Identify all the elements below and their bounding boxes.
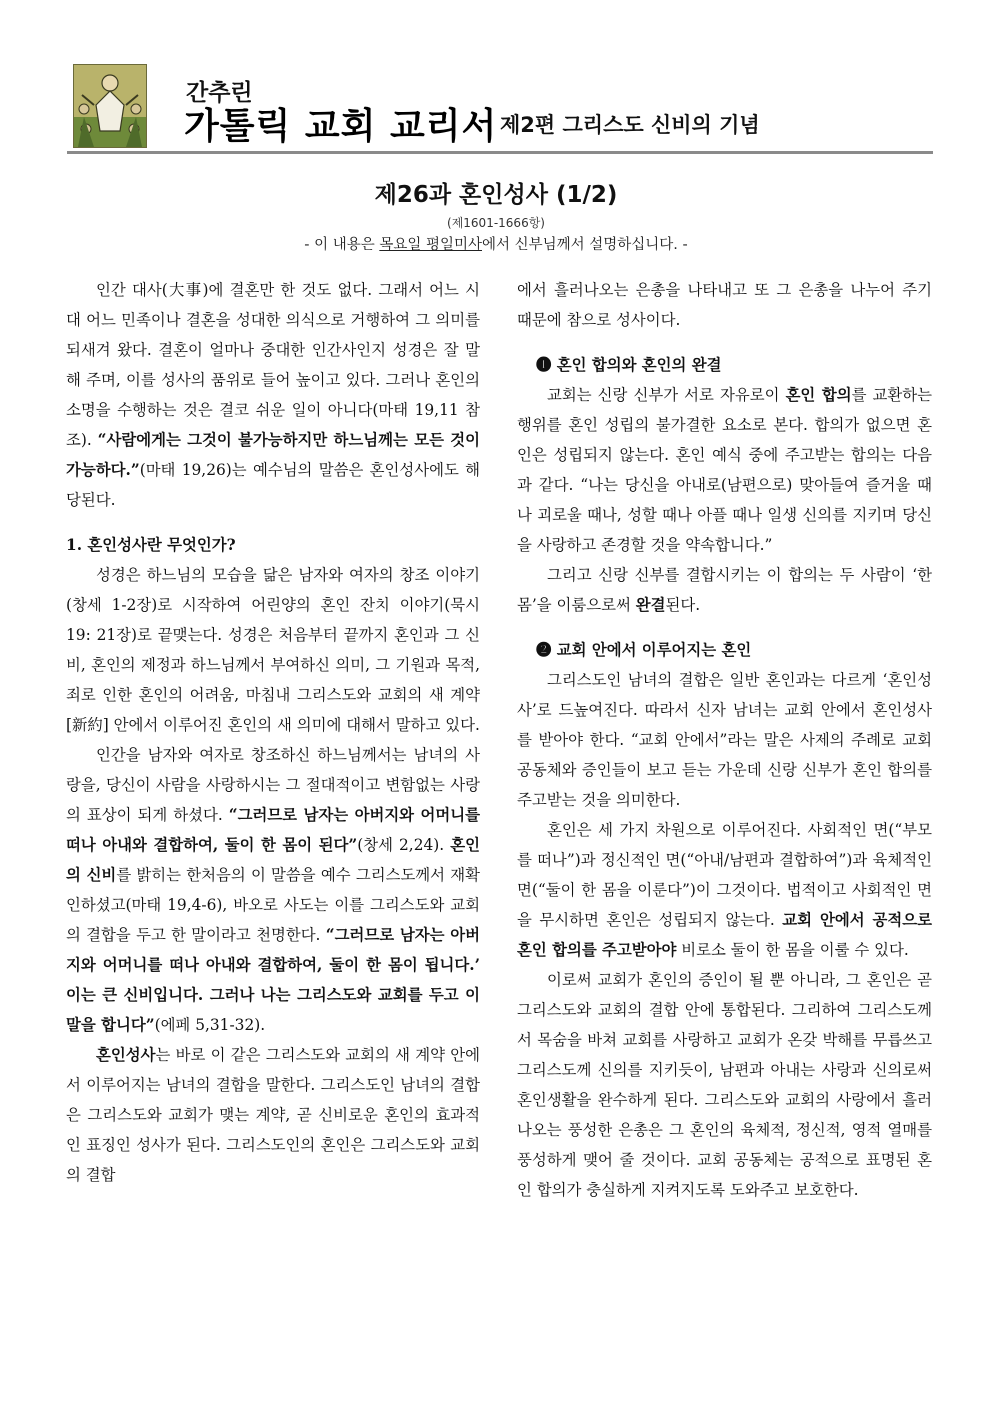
bold-term: 완결 bbox=[635, 596, 666, 614]
text-run: 혼인은 세 가지 차원으로 이루어진다. 사회적인 면(“부모를 떠나”)과 정신적인 면(“아내/남편과 결합하여”)과 육체적인 면(“둘이 한 몸을 이룬다”)이 그것이다. 법적이고 사회적인 면을 무시하면 혼인은 성립되지 않는다. bbox=[517, 821, 932, 929]
text-run: 교회는 신랑 신부가 서로 자유로이 bbox=[547, 386, 786, 404]
paragraph bbox=[517, 560, 932, 620]
catechism-range: (제1601-1666항) bbox=[447, 216, 545, 230]
bold-term: 혼인의 신비 bbox=[66, 836, 480, 884]
bold-quote: “그러므로 남자는 아버지와 어머니를 떠나 아내와 결합하여, 둘이 한 몸이 된다” bbox=[66, 806, 480, 854]
right-column bbox=[517, 275, 932, 1205]
header-divider bbox=[67, 151, 933, 154]
intro-text: 인간 대사(大事)에 결혼만 한 것도 없다. 그래서 어느 시대 어느 민족이나 결혼을 성대한 의식으로 거행하여 그 의미를 되새겨 왔다. 결혼이 얼마나 중대한 인간사인지 성경은 잘 말해 주며, 이를 성사의 품위로 들어 높이고 있다. 그러나 혼인의 소명을 수행하는 것은 결코 쉬운 일이 아니다(마태 19,11 참조). bbox=[66, 281, 480, 449]
paragraph bbox=[517, 815, 932, 965]
text-run: 는 바로 이 같은 그리스도와 교회의 새 계약 안에서 이루어지는 남녀의 결합을 말한다. 그리스도인 남녀의 결합은 그리스도와 교회가 맺는 계약, 곧 신비로운 혼인의 효과적인 표징인 성사가 된다. 그리스도인의 혼인은 그리스도와 교회의 결합 bbox=[66, 1046, 480, 1184]
text-run: 그리고 신랑 신부를 결합시키는 이 합의는 두 사람이 ‘한 몸’을 이룸으로써 bbox=[517, 566, 932, 614]
series-subtitle: 간추린 bbox=[186, 80, 253, 106]
bold-term: 혼인 합의 bbox=[785, 386, 852, 404]
paragraph: 이로써 교회가 혼인의 증인이 될 뿐 아니라, 그 혼인은 곧 그리스도와 교회의 결합 안에 통합된다. 그리하여 그리스도께서 목숨을 바쳐 교회를 사랑하고 교회가 온갖 박해를 무릅쓰고 그리스도께 신의를 지키듯이, 남편과 아내는 사랑과 신의로써 혼인생활을 완수하게 된다. 그리스도와 교회의 사랑에서 흘러나오는 풍성한 은총은 그 혼인의 육체적, 정신적, 영적 열매를 풍성하게 맺어 줄 것이다. 교회 공동체는 공적으로 표명된 혼인 합의가 충실하게 지켜지도록 도와주고 보호한다. bbox=[517, 971, 932, 1199]
paragraph bbox=[66, 740, 480, 1040]
intro-text-end: (마태 19,26)는 예수님의 말씀은 혼인성사에도 해당된다. bbox=[66, 461, 480, 509]
subsection-heading: ❷ 교회 안에서 이루어지는 혼인 bbox=[536, 641, 752, 659]
logo-icon bbox=[74, 65, 146, 147]
section-heading: 1. 혼인성사란 무엇인가? bbox=[66, 536, 236, 554]
subsection-heading: ❶ 혼인 합의와 혼인의 완결 bbox=[536, 356, 722, 374]
lesson-notice bbox=[0, 233, 992, 254]
lesson-title: 제26과 혼인성사 (1/2) bbox=[374, 182, 618, 208]
intro-paragraph bbox=[66, 275, 480, 515]
jesus-apostles-logo bbox=[73, 64, 147, 148]
text-run: 인간을 남자와 여자로 창조하신 하느님께서는 남녀의 사랑을, 당신이 사람을 사랑하시는 그 절대적이고 변함없는 사랑의 표상이 되게 하셨다. bbox=[66, 746, 480, 824]
intro-quote: “사람에게는 그것이 불가능하지만 하느님께는 모든 것이 가능하다.” bbox=[66, 431, 480, 479]
bold-term: 교회 안에서 공적으로 혼인 합의를 주고받아야 bbox=[517, 911, 932, 959]
notice-suffix: 에서 신부님께서 설명하십니다. - bbox=[482, 237, 688, 253]
text-run: 를 교환하는 행위를 혼인 성립의 불가결한 요소로 본다. 합의가 없으면 혼인은 성립되지 않는다. 혼인 예식 중에 주고받는 합의는 다음과 같다. “나는 당신을 아내로(남편으로) 맞아들여 즐거울 때나 괴로울 때나, 성할 때나 아플 때나 일생 신의를 지키며 당신을 사랑하고 존경할 것을 약속합니다.” bbox=[517, 386, 933, 554]
text-run: (창세 2,24). bbox=[357, 836, 451, 854]
paragraph bbox=[517, 380, 932, 560]
series-title: 가톨릭 교회 교리서 bbox=[184, 106, 498, 147]
text-run: 비로소 둘이 한 몸을 이룰 수 있다. bbox=[676, 941, 909, 959]
bold-quote: “그러므로 남자는 아버지와 어머니를 떠나 아내와 결합하여, 둘이 한 몸이 됩니다.’ 이는 큰 신비입니다. 그러나 나는 그리스도와 교회를 두고 이 말을 합니다” bbox=[66, 926, 480, 1034]
paragraph: 그리스도인 남녀의 결합은 일반 혼인과는 다르게 ‘혼인성사’로 드높여진다. 따라서 신자 남녀는 교회 안에서 혼인성사를 받아야 한다. “교회 안에서”라는 말은 사제의 주례로 교회 공동체와 증인들이 보고 듣는 가운데 신랑 신부가 혼인 합의를 주고받는 것을 의미한다. bbox=[517, 671, 932, 809]
bold-term: 혼인성사 bbox=[96, 1046, 156, 1064]
left-column bbox=[66, 275, 480, 1190]
text-run: 를 밝히는 한처음의 이 말씀을 예수 그리스도께서 재확인하셨고(마태 19,4-6), 바오로 사도는 이를 그리스도와 교회의 결합을 두고 한 말이라고 천명한다. bbox=[66, 866, 481, 944]
text-run: (에페 5,31-32). bbox=[154, 1016, 266, 1034]
paragraph bbox=[66, 1040, 480, 1190]
text-run: 된다. bbox=[665, 596, 701, 614]
notice-underlined: 목요일 평일미사 bbox=[379, 237, 482, 253]
part-title: 제2편 그리스도 신비의 기념 bbox=[500, 113, 760, 137]
paragraph-continued: 에서 흘러나오는 은총을 나타내고 또 그 은총을 나누어 주기 때문에 참으로 성사이다. bbox=[517, 281, 932, 329]
notice-prefix: - 이 내용은 bbox=[304, 237, 380, 253]
paragraph: 성경은 하느님의 모습을 닮은 남자와 여자의 창조 이야기(창세 1-2장)로 시작하여 어린양의 혼인 잔치 이야기(묵시 19: 21장)로 끝맺는다. 성경은 처음부터 끝까지 혼인과 그 신비, 혼인의 제정과 하느님께서 부여하신 의미, 그 기원과 목적, 죄로 인한 혼인의 어려움, 마침내 그리스도와 교회의 새 계약[新約] 안에서 이루어진 혼인의 새 의미에 대해서 말하고 있다. bbox=[66, 566, 480, 734]
